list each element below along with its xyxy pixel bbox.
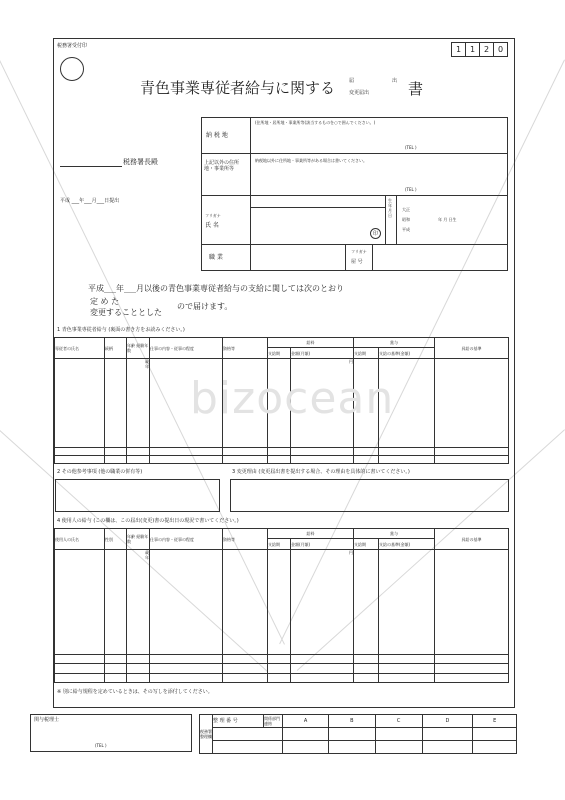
code-digit: 2 [479, 42, 494, 57]
section-3-box [230, 479, 509, 512]
watermark: bizocean [190, 373, 395, 424]
section-3-heading: 3 変更理由 (変更届出書を提出する場合、その理由を具体的に書いてください。) [232, 469, 410, 475]
form-code [452, 42, 508, 57]
preparer-label: 関与税理士 [34, 717, 60, 723]
office-col-e: E [473, 715, 517, 728]
section-4-table [54, 528, 509, 683]
age-mark: 歳 [145, 359, 149, 364]
office-col-b: B [329, 715, 375, 728]
seal-mark: 印 [370, 228, 381, 239]
birth-label: 生年月日 [388, 198, 392, 218]
other-address-label: 上記以外の住所地・事業所等 [204, 160, 240, 172]
col-raise: 昇給の基準 [435, 338, 509, 359]
statement-line-2a: 定 め た [90, 297, 120, 306]
col-salary: 給料 [268, 338, 354, 348]
shop-name-label: 屋 号 [351, 259, 363, 265]
section-2-box [55, 479, 220, 512]
statement-line-2c: ので届けます。 [177, 302, 233, 311]
code-digit: 0 [493, 42, 508, 57]
sub-col-bonus-basis: 支給の基準(金額) [379, 348, 435, 359]
statement-line-1: 平成___年___月以後の青色事業専従者給与の支給に関しては次のとおり [88, 284, 344, 293]
col-name: 専従者の氏名 [55, 338, 105, 359]
applicant-block [201, 117, 508, 271]
sub-col-bonus-period: 支給期 [354, 348, 379, 359]
stamp-label: 税務署受付印 [57, 43, 88, 49]
col-bonus: 賞与 [354, 529, 435, 539]
name-label: 氏 名 [205, 222, 219, 229]
furigana-label: フリガナ [205, 213, 221, 218]
sub-col-bonus-basis: 支給の基準(金額) [379, 539, 435, 550]
col-raise: 昇給の基準 [435, 529, 509, 550]
page-title [140, 79, 335, 97]
table-row [55, 550, 509, 655]
era-taisho: 大正 [402, 207, 410, 212]
table-row [55, 447, 509, 455]
age-mark: 歳 [145, 550, 149, 555]
col-qualification: 資格等 [223, 529, 268, 550]
era-heisei: 平成 [402, 227, 410, 232]
col-age: 年齢 経験年数 [127, 338, 150, 359]
col-age: 年齢 経験年数 [127, 529, 150, 550]
years-mark: 年 [145, 555, 149, 560]
office-col-d: D [422, 715, 473, 728]
col-relation: 続柄 [105, 338, 127, 359]
sub-col-bonus-period: 支給期 [354, 539, 379, 550]
birth-ymd: 年 月 日生 [438, 217, 457, 222]
tel-2: (TEL ) [405, 187, 417, 192]
title-small-3: 出 [392, 78, 398, 84]
sub-col-pay-period: 支給期 [268, 348, 291, 359]
yen-mark: 円 [349, 359, 353, 364]
table-row [55, 673, 509, 683]
job-label: 職 業 [209, 254, 223, 261]
title-end: 書 [408, 80, 424, 98]
section-2-heading: 2 その他参考事項 (他の職業の併有等) [57, 469, 143, 475]
furigana-2-label: フリガナ [351, 249, 367, 254]
title-main: 青色事業専従者給与に関する [140, 79, 336, 97]
office-col-c: C [375, 715, 422, 728]
stamp-circle [60, 57, 84, 81]
section-4-heading: 4 使用人の給与 (この欄は、この届出(変更)書の提出日の現況で書いてください。) [57, 518, 239, 524]
col-bonus: 賞与 [354, 338, 435, 348]
office-use-table [199, 714, 517, 754]
table-row [55, 654, 509, 664]
footer-note: ※ 別に給与規程を定めているときは、その写しを添付してください。 [57, 689, 213, 695]
years-mark: 年 [145, 364, 149, 369]
related-label: 関係部門連絡 [264, 715, 283, 728]
section-1-heading: 1 青色事業専従者給与 (裏面の書き方をお読みください。) [57, 327, 185, 333]
statement-line-2b: 変更することとした [90, 308, 162, 317]
sub-col-monthly: 金額(月額) [291, 348, 354, 359]
code-digit: 1 [451, 42, 466, 57]
preparer-tel: (TEL ) [95, 743, 107, 748]
nozei-hint: (住所地・居所地・事業所等(該当するものを○で囲んでください。) [255, 120, 376, 125]
title-small-1: 届 [349, 78, 355, 84]
sub-col-pay-period: 支給期 [268, 539, 291, 550]
col-work: 仕事の内容・従事の程度 [150, 529, 223, 550]
col-work: 仕事の内容・従事の程度 [150, 338, 223, 359]
number-label: 整 理 番 号 [213, 715, 264, 728]
table-row [55, 664, 509, 674]
col-salary: 給料 [268, 529, 354, 539]
office-suffix: 税務署長殿 [123, 158, 158, 166]
table-row [55, 455, 509, 463]
yen-mark: 円 [349, 550, 353, 555]
col-gender: 性別 [105, 529, 127, 550]
office-col-a: A [283, 715, 329, 728]
tel-1: (TEL ) [405, 145, 417, 150]
era-showa: 昭和 [402, 217, 410, 222]
title-small-2: 変更届出 [349, 90, 370, 96]
submission-date: 平成 ___年___月___日提出 [60, 198, 120, 204]
office-use-label: 税務署整理欄 [200, 715, 213, 754]
other-address-hint: 納税地以外に住所地・事業所等がある場合は書いてください。 [255, 158, 367, 163]
code-digit: 1 [465, 42, 480, 57]
nozei-label: 納 税 地 [206, 132, 228, 139]
col-employee-name: 使用人の氏名 [55, 529, 105, 550]
col-qualification: 資格等 [223, 338, 268, 359]
sub-col-monthly: 金額(月額) [291, 539, 354, 550]
